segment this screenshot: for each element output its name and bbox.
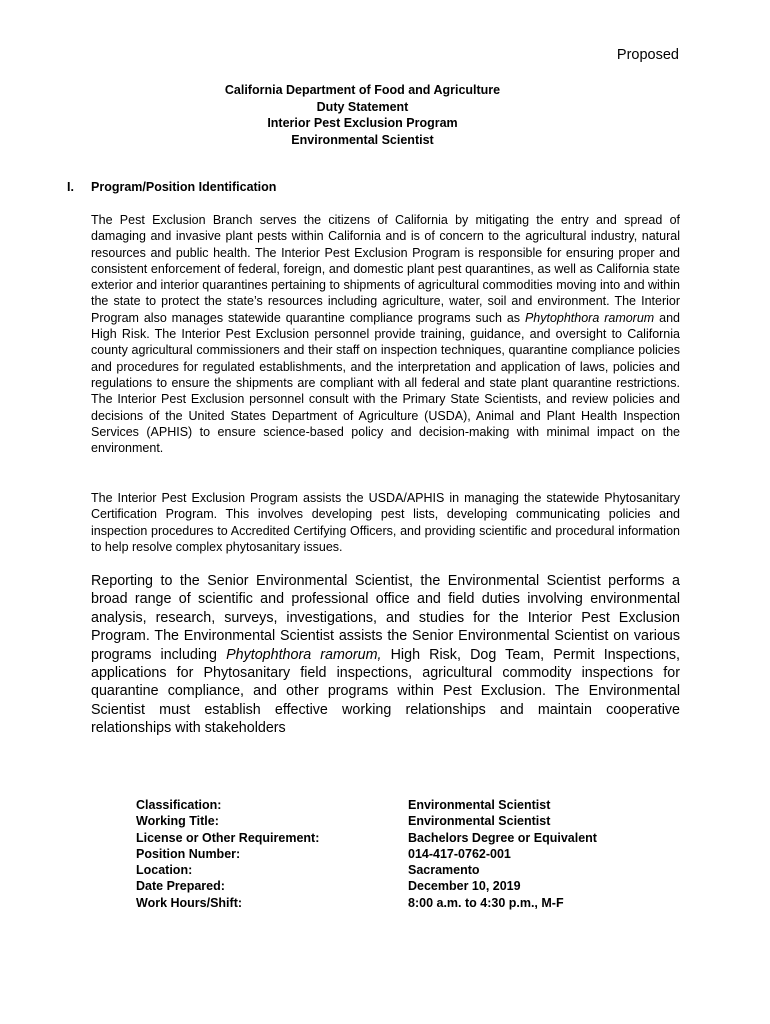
position-info-table <box>136 797 708 911</box>
paragraph-reporting <box>91 572 680 738</box>
info-label: Location: <box>136 863 193 878</box>
info-value: 014-417-0762-001 <box>408 846 511 861</box>
info-label: Work Hours/Shift: <box>136 895 243 910</box>
italic-species-name: Phytophthora ramorum <box>524 310 655 325</box>
info-value: December 10, 2019 <box>408 879 521 894</box>
info-value: Bachelors Degree or Equivalent <box>408 830 597 845</box>
info-value: Environmental Scientist <box>408 798 551 812</box>
info-label: Position Number: <box>136 846 241 861</box>
paragraph-text: High Risk, Dog Team, Permit Inspections, applications for Phytosanitary field inspections, agricultural commodity inspections for quarantine compliance, and other programs within Pest Exclusion. The Environmental Scientist must establish effective working relationships and maintain cooperative relationships with stakeholders <box>91 646 680 737</box>
info-label: Classification: <box>136 798 222 812</box>
info-row-classification <box>136 797 708 813</box>
italic-species-name: Phytophthora ramorum, <box>226 646 382 663</box>
section-number: I. <box>67 180 74 194</box>
info-row-work-hours <box>136 895 708 911</box>
info-value: 8:00 a.m. to 4:30 p.m., M-F <box>408 895 564 910</box>
info-row-date-prepared <box>136 878 708 894</box>
section-heading <box>67 180 276 194</box>
program-title: Interior Pest Exclusion Program <box>267 116 458 130</box>
document-heading <box>0 82 725 148</box>
document-type: Duty Statement <box>316 99 409 114</box>
paragraph-text: The Pest Exclusion Branch serves the citizens of California by mitigating the entry and spread of damaging and invasive plant pests within California and is of concern to the agricultural industry, natural resources and public health. The Interior Pest Exclusion Program is responsible for ensuring proper and consistent enforcement of federal, foreign, and domestic plant pest quarantines, as well as California state exterior and interior quarantines pertaining to shipments of agricultural commodities moving into and within the state to protect the state’s resources including agriculture, water, soil and environment. The Interior Program also manages statewide quarantine compliance programs such as <box>91 213 680 325</box>
info-value: Sacramento <box>408 863 480 878</box>
info-label: Working Title: <box>136 814 219 829</box>
info-row-working-title <box>136 813 708 829</box>
info-row-position-number <box>136 846 708 862</box>
info-row-license <box>136 830 708 846</box>
proposed-label: Proposed <box>616 47 679 63</box>
paragraph-phytosanitary: The Interior Pest Exclusion Program assists the USDA/APHIS in managing the statewide Phytosanitary Certification Program. This involves developing pest lists, developing communicating policies and inspection procedures to Accredited Certifying Officers, and providing scientific and procedural information to help resolve complex phytosanitary issues. <box>91 491 680 554</box>
section-title: Program/Position Identification <box>91 180 277 194</box>
info-row-location <box>136 862 708 878</box>
info-label: License or Other Requirement: <box>136 830 320 845</box>
info-value: Environmental Scientist <box>408 814 551 829</box>
paragraph-branch-description <box>91 212 680 456</box>
department-title: California Department of Food and Agriculture <box>224 83 501 97</box>
position-title: Environmental Scientist <box>291 132 434 147</box>
info-label: Date Prepared: <box>136 879 225 894</box>
paragraph-text: and High Risk. The Interior Pest Exclusion personnel provide training, guidance, and oversight to California county agricultural commissioners and their staff on inspection techniques, quarantine compliance policies and procedures for regulated establishments, and the interpretation and application of laws, policies and regulations to ensure the shipments are compliant with all federal and state plant quarantine restrictions. The Interior Pest Exclusion personnel consult with the Primary State Scientists, and review policies and decisions of the United States Department of Agriculture (USDA), Animal and Plant Health Inspection Services (APHIS) to ensure science-based policy and decision-making with minimal impact on the environment. <box>91 310 680 456</box>
paragraph-text: Reporting to the Senior Environmental Scientist, the Environmental Scientist performs a broad range of scientific and professional office and field duties involving environmental analysis, research, surveys, investigations, and studies for the Interior Pest Exclusion Program. The Environmental Scientist assists the Senior Environmental Scientist on various programs including <box>91 573 680 663</box>
